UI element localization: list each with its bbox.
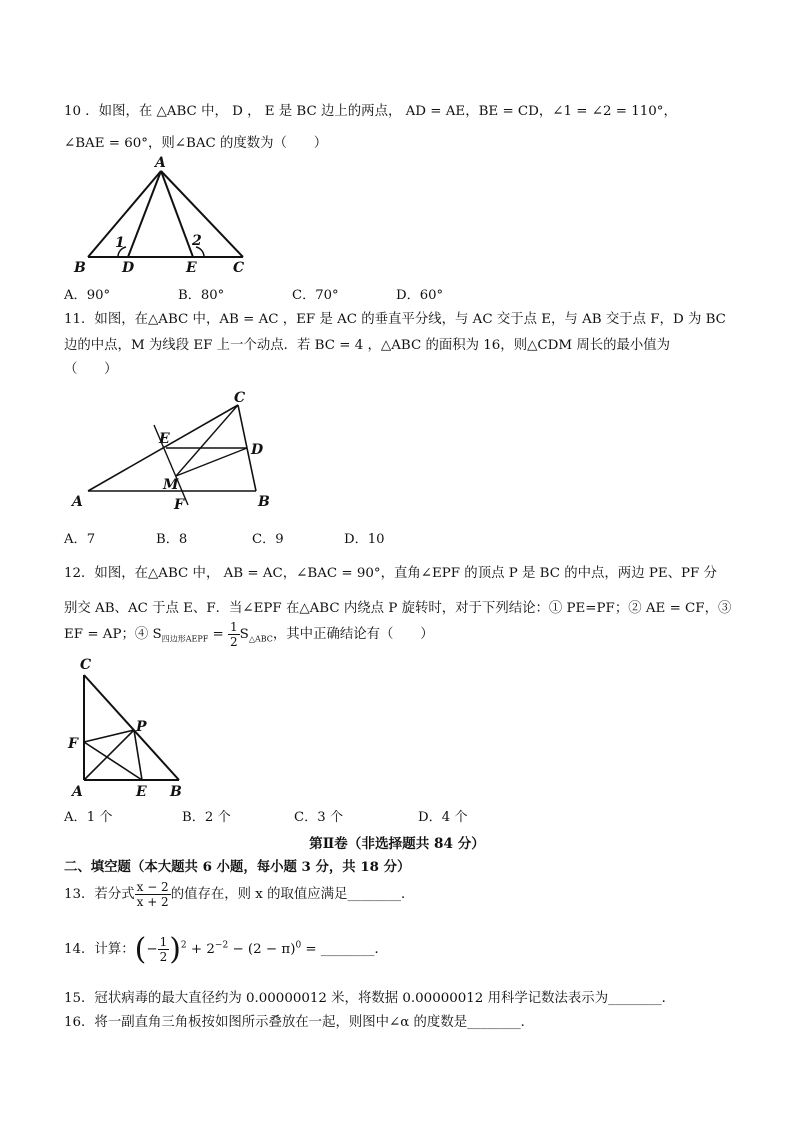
q12-label-F: F <box>68 736 78 752</box>
q12-option-a[interactable]: A．1 个 <box>64 810 113 825</box>
q11-line3: （ ） <box>64 362 118 377</box>
q12-option-b[interactable]: B．2 个 <box>182 810 231 825</box>
q12-figure <box>64 655 194 805</box>
q11-label-C: C <box>234 390 246 406</box>
q13-line: 13．若分式 $\frac{x - 2}{x + 2}$ 的值存在，则 x 的取值应满足________． <box>64 880 415 909</box>
q10-label-2: 2 <box>192 233 202 249</box>
q11-figure <box>66 385 286 515</box>
q11-label-B: B <box>258 494 270 510</box>
q10-label-B: B <box>74 260 86 276</box>
q10-label-E: E <box>186 260 197 276</box>
q10-label-A: A <box>155 155 166 171</box>
q15-line: 15．冠状病毒的最大直径约为 0.00000012 米，将数据 0.00000012 用科学记数法表示为________． <box>64 991 676 1006</box>
q12-label-E: E <box>136 784 147 800</box>
q11-option-c[interactable]: C．9 <box>252 532 284 547</box>
q11-label-A: A <box>72 494 83 510</box>
q12-label-P: P <box>136 719 147 735</box>
q10-line1: 10 ．如图，在 △ABC 中， D ， E 是 BC 边上的两点， AD = AE，BE = CD，∠1 = ∠2 = 110°， <box>64 104 677 119</box>
q11-option-b[interactable]: B．8 <box>156 532 188 547</box>
section2-title: 二、填空题（本大题共 6 小题，每小题 3 分，共 18 分） <box>64 859 411 875</box>
part2-title: 第Ⅱ卷（非选择题共 84 分） <box>309 836 485 852</box>
q10-label-D: D <box>122 260 135 276</box>
q10-label-C: C <box>233 260 245 276</box>
q11-label-M: M <box>163 477 179 493</box>
q11-label-E: E <box>159 431 170 447</box>
q12-label-C: C <box>80 657 92 673</box>
q11-label-D: D <box>251 442 264 458</box>
q11-line2: 边的中点，M 为线段 EF 上一个动点．若 BC = 4 ，△ABC 的面积为 16，则△CDM 周长的最小值为 <box>64 338 671 353</box>
q10-option-d[interactable]: D．60° <box>396 288 444 303</box>
q16-line: 16．将一副直角三角板按如图所示叠放在一起，则图中∠α 的度数是________． <box>64 1015 535 1030</box>
q11-label-F: F <box>174 497 184 513</box>
q12-line1: 12．如图，在△ABC 中， AB = AC，∠BAC = 90°，直角∠EPF 的顶点 P 是 BC 的中点，两边 PE、PF 分 <box>64 566 717 581</box>
q10-figure <box>68 155 268 280</box>
q10-label-1: 1 <box>115 235 125 251</box>
q12-line2: 别交 AB、AC 于点 E、F．当∠EPF 在△ABC 内绕点 P 旋转时，对于下列结论：① PE=PF；② AE = CF，③ <box>64 601 732 616</box>
q11-option-d[interactable]: D．10 <box>344 532 385 547</box>
q14-line: 14．计算：(− $\frac{1}{2}$ )$^2 + 2^{-2} - (2 - \pi)^0$ = ________． <box>64 932 388 967</box>
q11-line1: 11．如图，在△ABC 中，AB = AC ，EF 是 AC 的垂直平分线，与 AC 交于点 E，与 AB 交于点 F，D 为 BC <box>64 312 726 327</box>
q10-option-a[interactable]: A．90° <box>64 288 111 303</box>
q12-label-B: B <box>170 784 182 800</box>
q12-option-c[interactable]: C．3 个 <box>294 810 344 825</box>
q12-line3: EF = AP；④ $S_{四边形AEPF}$ = $\frac{1}{2}$ $S_{\triangle ABC}$，其中正确结论有（ ） <box>64 620 434 649</box>
q10-line2: ∠BAE = 60°，则∠BAC 的度数为（ ） <box>64 136 328 151</box>
q10-option-c[interactable]: C．70° <box>292 288 339 303</box>
q11-option-a[interactable]: A．7 <box>64 532 96 547</box>
q10-option-b[interactable]: B．80° <box>178 288 225 303</box>
q12-option-d[interactable]: D．4 个 <box>418 810 468 825</box>
q12-label-A: A <box>72 784 83 800</box>
